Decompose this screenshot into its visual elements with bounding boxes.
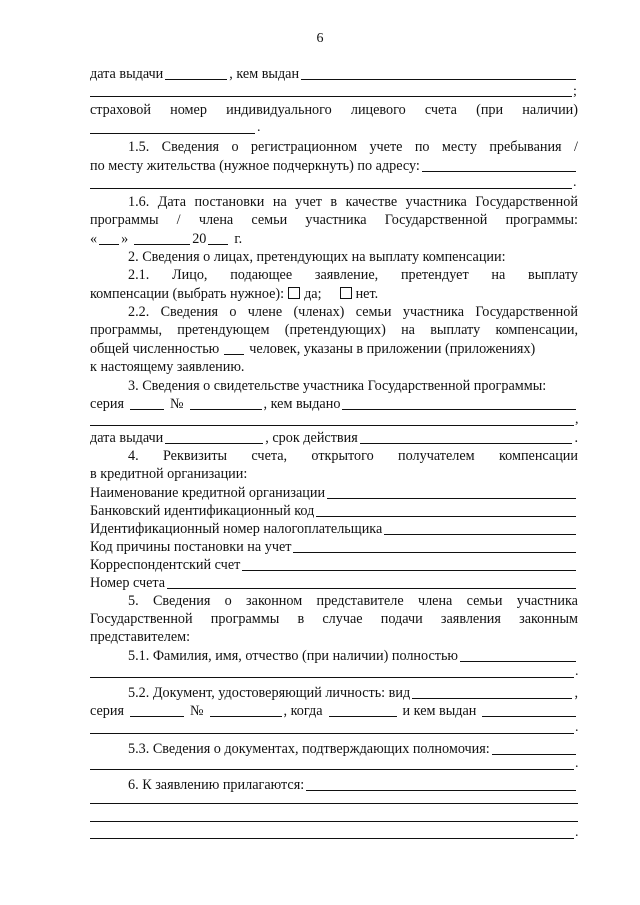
issue-date-line: [90, 64, 578, 82]
account-number-blank[interactable]: [167, 588, 576, 589]
snils-word: лицевого: [350, 102, 406, 118]
section-2-2-line-3: [90, 339, 578, 357]
cert-series-blank[interactable]: [130, 409, 164, 410]
day-blank[interactable]: [99, 244, 119, 245]
s52-doc-type-end-mark: ,: [574, 685, 578, 701]
section-5-line-2: [90, 609, 578, 627]
s51-end-mark: .: [575, 664, 579, 679]
no-checkbox[interactable]: [340, 287, 352, 299]
issue-date-label: дата выдачи: [90, 66, 164, 82]
cert-number-blank[interactable]: [190, 409, 262, 410]
corr-account-label: Корреспондентский счет: [90, 557, 241, 573]
cert-number-label: №: [169, 396, 184, 412]
s22-count-label: общей численностью: [90, 341, 220, 357]
section-4-line-1: [128, 446, 578, 464]
snils-word: страховой: [90, 102, 151, 118]
s6-blank[interactable]: [306, 790, 576, 791]
s16-word: участника: [305, 212, 367, 228]
issue-date-blank[interactable]: [165, 79, 227, 80]
section-1-5-line-1: [128, 137, 578, 155]
s16-word: в: [330, 194, 338, 210]
member-count-blank[interactable]: [224, 354, 244, 355]
s5-word: семьи: [466, 593, 503, 609]
s16-word: постановки: [194, 194, 265, 210]
cert-validity-end-mark: .: [574, 430, 578, 446]
bik-row: [90, 501, 578, 519]
s21-word: на: [491, 267, 506, 283]
s53-blank[interactable]: [492, 754, 576, 755]
s5-word: 5.: [128, 593, 139, 609]
s52-issuer-continuation-blank[interactable]: [90, 733, 574, 734]
cert-validity-blank[interactable]: [360, 443, 573, 444]
snils-end-mark: .: [257, 120, 261, 135]
s52-when-blank[interactable]: [329, 716, 397, 717]
attachments-line-1[interactable]: [90, 803, 578, 804]
inn-row: [90, 519, 578, 537]
s15-word: 1.5.: [128, 139, 150, 155]
s5-word: участника: [516, 593, 578, 609]
s16-word: программы: [90, 212, 159, 228]
bank-name-row: [90, 483, 578, 501]
s4-subtitle: в кредитной организации:: [90, 466, 248, 482]
cert-validity-label: , срок действия: [265, 430, 358, 446]
section-2-1-line-1: [128, 265, 578, 283]
issued-by-blank[interactable]: [301, 79, 576, 80]
cert-date-blank[interactable]: [165, 443, 263, 444]
s16-word: Государственной: [475, 194, 578, 210]
s15-address-blank[interactable]: [422, 171, 576, 172]
cert-issued-by-continuation-blank[interactable]: [90, 425, 574, 426]
section-2-2-line-1: [128, 302, 578, 320]
section-5-2-line-2: [90, 701, 578, 719]
s21-choice-label: компенсации (выбрать нужное):: [90, 286, 285, 302]
bank-name-label: Наименование кредитной организации: [90, 485, 326, 501]
issued-by-end-mark: ;: [573, 84, 577, 99]
s5-word: о: [224, 593, 232, 609]
bik-blank[interactable]: [316, 516, 576, 517]
s16-word: качестве: [345, 194, 398, 210]
s22-word: Сведения: [160, 304, 219, 320]
s15-word: месту: [441, 139, 477, 155]
open-quote: «: [90, 231, 98, 247]
s15-word: Сведения: [161, 139, 220, 155]
s16-word: 1.6.: [128, 194, 150, 210]
s16-word: члена: [198, 212, 234, 228]
s5-word: законным: [519, 611, 578, 627]
bik-label: Банковский идентификационный код: [90, 503, 315, 519]
s22-word: (претендующих): [284, 322, 386, 338]
snils-word: наличии): [522, 102, 578, 118]
s6-label: 6. К заявлению прилагаются:: [128, 777, 305, 793]
s52-doc-type-label: 5.2. Документ, удостоверяющий личность: вид: [128, 685, 411, 701]
s4-word: Реквизиты: [162, 448, 228, 464]
section-2-label: 2. Сведения о лицах, претендующих на выплату компенсации:: [128, 249, 506, 265]
cert-issued-by-label: , кем выдано: [263, 396, 341, 412]
snils-word: индивидуального: [226, 102, 332, 118]
section-3-line-2: [90, 394, 578, 412]
section-5-line-3: [90, 627, 578, 645]
s5-word: в: [297, 611, 305, 627]
s16-word: семьи: [251, 212, 288, 228]
month-blank[interactable]: [134, 244, 190, 245]
snils-word: номер: [170, 102, 207, 118]
section-3-title: [128, 376, 578, 394]
s5-word: заявления: [440, 611, 501, 627]
century-prefix: 20: [192, 231, 207, 247]
s21-word: 2.1.: [128, 267, 150, 283]
section-6-line: [128, 775, 578, 793]
attachments-line-2[interactable]: [90, 821, 578, 822]
s21-word: выплату: [528, 267, 578, 283]
s21-word: Лицо,: [172, 267, 208, 283]
yes-label: да;: [304, 286, 322, 302]
section-1-6-line-2: [90, 210, 578, 228]
s52-issuer-label: и кем выдан: [402, 703, 477, 719]
s22-closing: к настоящему заявлению.: [90, 359, 245, 375]
account-number-row: [90, 573, 578, 591]
s4-word: получателем: [398, 448, 475, 464]
s5-word: подачи: [380, 611, 423, 627]
s16-word: участника: [405, 194, 467, 210]
section-5-2-line-1: [128, 683, 578, 701]
section-5-1-line: [128, 646, 578, 664]
kpp-blank[interactable]: [293, 552, 576, 553]
section-5-3-line: [128, 739, 578, 757]
s21-word: подающее: [230, 267, 293, 283]
close-quote: »: [121, 231, 129, 247]
cert-series-label: серия: [90, 396, 124, 412]
s16-word: программы:: [505, 212, 578, 228]
s15-end-mark: .: [573, 175, 577, 190]
s5-word: случае: [322, 611, 363, 627]
s15-word: учете: [369, 139, 403, 155]
s4-word: компенсации: [498, 448, 578, 464]
s15-word: о: [231, 139, 239, 155]
s22-word: программы,: [90, 322, 163, 338]
s5-word: Государственной: [90, 611, 193, 627]
s52-series-blank[interactable]: [130, 716, 184, 717]
corr-account-row: [90, 555, 578, 573]
s53-label: 5.3. Сведения о документах, подтверждающих полномочия:: [128, 741, 490, 757]
s15-address-continuation-blank[interactable]: [90, 188, 572, 189]
s16-word: учет: [295, 194, 322, 210]
section-3-line-4: [90, 428, 578, 446]
snils-blank[interactable]: [90, 133, 255, 134]
s16-word: /: [176, 212, 181, 228]
s21-word: заявление,: [314, 267, 379, 283]
cert-date-label: дата выдачи: [90, 430, 164, 446]
s51-name-continuation-blank[interactable]: [90, 677, 574, 678]
section-2-2-line-2: [90, 320, 578, 338]
s22-word: (членах): [293, 304, 345, 320]
kpp-label: Код причины постановки на учет: [90, 539, 292, 555]
s5-tail: представителем:: [90, 629, 191, 645]
s22-count-tail: человек, указаны в приложении (приложениях): [249, 341, 536, 357]
s5-word: представителе: [316, 593, 404, 609]
s15-word: /: [573, 139, 578, 155]
s52-doc-type-blank[interactable]: [412, 698, 572, 699]
kpp-row: [90, 537, 578, 555]
s22-word: выплату: [430, 322, 481, 338]
snils-word: счета: [424, 102, 457, 118]
s6-end-mark: .: [575, 825, 579, 840]
inn-label: Идентификационный номер налогоплательщика: [90, 521, 383, 537]
s52-when-label: , когда: [283, 703, 323, 719]
s16-word: на: [272, 194, 287, 210]
year-blank[interactable]: [208, 244, 228, 245]
s22-word: Государственной: [475, 304, 578, 320]
s51-label: 5.1. Фамилия, имя, отчество (при наличии) полностью: [128, 648, 459, 664]
section-1-6-line-1: [128, 192, 578, 210]
s15-word: регистрационном: [250, 139, 358, 155]
s15-address-label: по месту жительства (нужное подчеркнуть) по адресу:: [90, 158, 420, 174]
section-2-title: [128, 247, 578, 265]
section-4-line-2: [90, 464, 578, 482]
bank-name-blank[interactable]: [327, 498, 576, 499]
s15-word: пребывания: [489, 139, 562, 155]
s52-end-mark: .: [575, 720, 579, 735]
section-1-5-line-2: [90, 156, 578, 174]
s5-word: программы: [210, 611, 280, 627]
year-abbrev: г.: [234, 231, 243, 247]
s52-series-label: серия: [90, 703, 124, 719]
s22-word: семьи: [355, 304, 392, 320]
yes-checkbox[interactable]: [288, 287, 300, 299]
section-5-line-1: [128, 591, 578, 609]
no-label: нет.: [355, 286, 379, 302]
s5-word: члена: [417, 593, 453, 609]
cert-issued-by-end-mark: ,: [575, 412, 579, 427]
snils-word: (при: [476, 102, 504, 118]
s16-word: Государственной: [384, 212, 488, 228]
s51-name-blank[interactable]: [460, 661, 576, 662]
s4-word: счета,: [251, 448, 288, 464]
cert-issued-by-blank[interactable]: [342, 409, 576, 410]
section-1-6-date-line: [90, 229, 578, 247]
issued-by-continuation-blank[interactable]: [90, 96, 572, 97]
s22-word: о: [229, 304, 237, 320]
s22-word: компенсации,: [495, 322, 578, 338]
s22-word: участника: [402, 304, 465, 320]
issued-by-label: , кем выдан: [229, 66, 300, 82]
s15-word: по: [414, 139, 430, 155]
s52-number-blank[interactable]: [210, 716, 282, 717]
s52-issuer-blank[interactable]: [482, 716, 576, 717]
inn-blank[interactable]: [384, 534, 576, 535]
account-number-label: Номер счета: [90, 575, 166, 591]
snils-line: [90, 100, 578, 118]
s4-word: открытого: [311, 448, 374, 464]
s4-word: 4.: [128, 448, 139, 464]
s22-word: на: [401, 322, 415, 338]
attachments-line-3[interactable]: [90, 838, 574, 839]
s53-continuation-blank[interactable]: [90, 769, 574, 770]
section-2-2-line-4: [90, 357, 578, 375]
section-2-1-line-2: [90, 284, 578, 302]
s22-word: претендующем: [177, 322, 270, 338]
s22-word: члене: [247, 304, 283, 320]
s21-word: претендует: [400, 267, 469, 283]
s5-word: Сведения: [152, 593, 211, 609]
s53-end-mark: .: [575, 756, 579, 771]
s5-word: законном: [246, 593, 303, 609]
s52-number-label: №: [189, 703, 204, 719]
s22-word: 2.2.: [128, 304, 150, 320]
s16-word: Дата: [157, 194, 187, 210]
corr-account-blank[interactable]: [242, 570, 576, 571]
page-number: 6: [316, 31, 324, 46]
section-3-label: 3. Сведения о свидетельстве участника Государственной программы:: [128, 378, 547, 394]
